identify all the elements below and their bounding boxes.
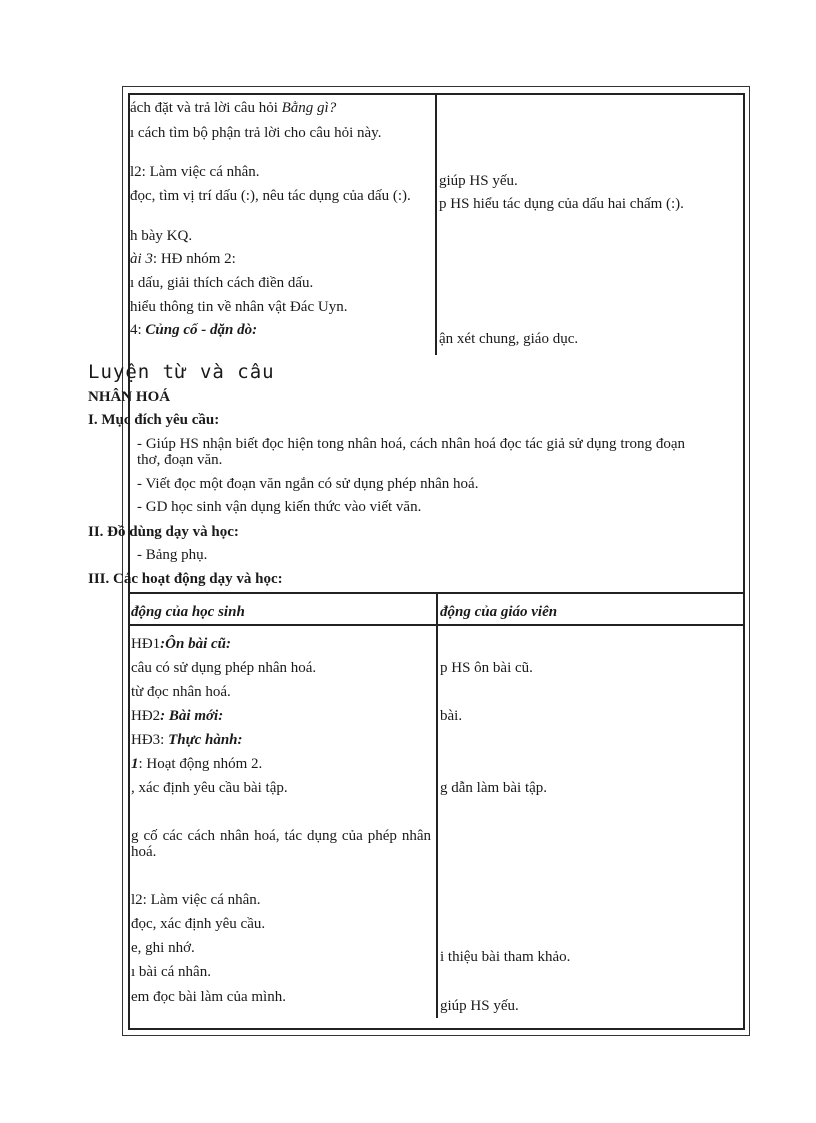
lesson-title: NHÂN HOÁ [88,389,171,405]
text-line-prefix: HĐ1 [131,636,161,652]
text-line: p HS hiểu tác dụng của dấu hai chấm (:). [439,196,684,212]
text-line-italic: ài 3 [130,251,153,267]
text-line: g dẫn làm bài tập. [440,780,548,796]
header-row-rule [128,624,745,626]
column-header-teacher: động của giáo viên [440,604,558,620]
text-line [130,251,236,267]
bottom-table-top-rule [128,592,745,594]
text-line: i thiệu bài tham khảo. [440,949,571,965]
text-line: h bày KQ. [130,228,193,244]
text-line-prefix: ách đặt và trả lời câu hỏi [130,100,282,116]
objective-item: - Giúp HS nhận biết đọc hiện tong nhân hoá, cách nhân hoá đọc tác giả sử dụng trong đoạn thơ, đoạn văn. [137,436,685,468]
text-line-bold-italic: Củng cố - dặn dò: [145,322,258,338]
section-heading-3: III. Các hoạt động dạy và học: [88,571,283,587]
text-line: ı dấu, giải thích cách điền dấu. [130,275,314,291]
text-line [131,756,262,772]
subject-heading: Luyện từ và câu [88,361,275,383]
text-line-rest: : Hoạt động nhóm 2. [138,756,263,772]
objective-item: - Viết đọc một đoạn văn ngắn có sử dụng phép nhân hoá. [137,476,479,492]
text-line: em đọc bài làm của mình. [131,989,286,1005]
objective-item: - GD học sinh vận dụng kiến thức vào viết văn. [137,499,422,515]
text-line-italic: Bằng gì? [281,100,337,116]
bottom-column-divider [436,592,438,1018]
text-line: g cố các cách nhân hoá, tác dụng của phép nhân hoá. [131,828,431,860]
text-line: đọc, tìm vị trí dấu (:), nêu tác dụng của dấu (:). [130,188,411,204]
text-line-bold-italic: 1 [131,756,139,772]
text-line: l2: Làm việc cá nhân. [130,164,260,180]
section-heading-1: I. Mục đích yêu cầu: [88,412,220,428]
text-line [131,732,243,748]
text-line: bài. [440,708,463,724]
text-line: , xác định yêu cầu bài tập. [131,780,288,796]
text-line-prefix: 4: [130,322,146,338]
text-line: câu có sử dụng phép nhân hoá. [131,660,317,676]
section-heading-2: II. Đồ dùng dạy và học: [88,524,239,540]
text-line: ı bài cá nhân. [131,964,211,980]
text-line: từ đọc nhân hoá. [131,684,231,700]
text-line-prefix: HĐ2 [131,708,161,724]
text-line-prefix: HĐ3: [131,732,169,748]
text-line: p HS ôn bài cũ. [440,660,533,676]
text-line-bold-italic: Thực hành: [168,732,243,748]
top-column-divider [435,93,437,355]
text-line-bold-italic: : Bài mới: [160,708,224,724]
material-item: - Bảng phụ. [137,547,208,563]
text-line [131,636,231,652]
text-line: l2: Làm việc cá nhân. [131,892,261,908]
text-line: giúp HS yếu. [439,173,518,189]
text-line: hiểu thông tin về nhân vật Đác Uyn. [130,299,348,315]
text-line: e, ghi nhớ. [131,940,195,956]
text-line [131,708,223,724]
text-line: đọc, xác định yêu cầu. [131,916,266,932]
text-line [130,100,336,116]
text-line: giúp HS yếu. [440,998,519,1014]
column-header-students: động của học sinh [131,604,245,620]
text-line: ı cách tìm bộ phận trả lời cho câu hỏi này. [130,125,382,141]
text-line-rest: : HĐ nhóm 2: [152,251,236,267]
text-line: ận xét chung, giáo dục. [439,331,579,347]
text-line [130,322,257,338]
text-line-bold-italic: :Ôn bài cũ: [160,636,232,652]
